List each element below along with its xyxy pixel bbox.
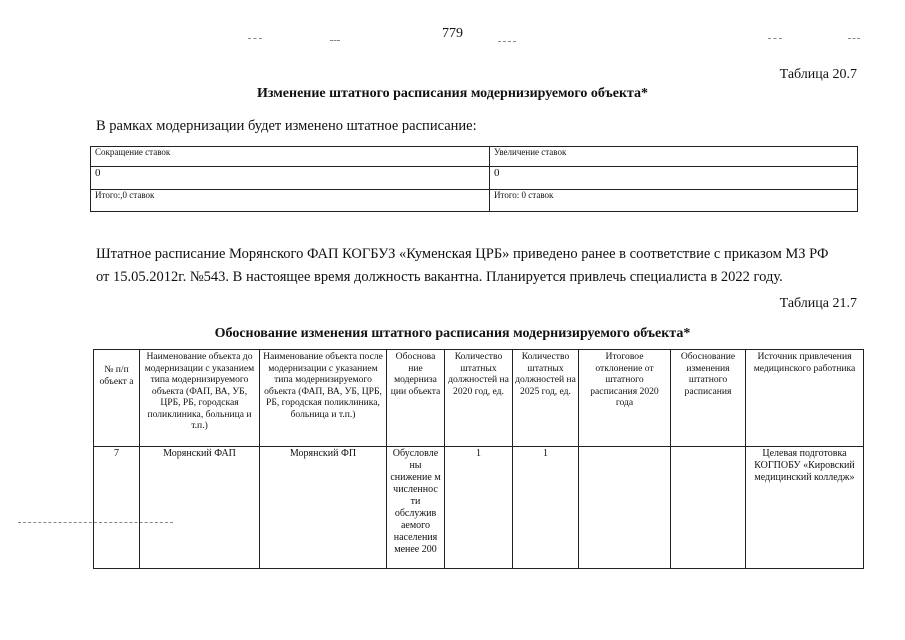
scan-speck xyxy=(768,38,782,39)
cell-number: 7 xyxy=(94,447,140,569)
cell-modernization-reason: Обусловле ны снижение м численнос ти обслужив аемого населения менее 200 xyxy=(387,447,445,569)
paragraph-line-2: от 15.05.2012г. №543. В настоящее время должность вакантна. Планируется привлечь специалиста в 2022 году. xyxy=(96,269,783,285)
table-heading: Изменение штатного расписания модернизируемого объекта* xyxy=(256,86,649,101)
table-caption: Таблица 21.7 xyxy=(779,296,857,311)
header-source: Источник привлечения медицинского работника xyxy=(746,350,864,447)
justification-table xyxy=(93,349,864,569)
header-object-before: Наименование объекта до модернизации с указанием типа модернизируемого объекта (ФАП, ВА, УБ, ЦРБ, РБ, городская поликлиника, больница и т.п.) xyxy=(140,350,260,447)
increase-value: 0 xyxy=(490,167,858,190)
cell-deviation xyxy=(579,447,671,569)
cell-positions-2025: 1 xyxy=(513,447,579,569)
reduction-value: 0 xyxy=(91,167,490,190)
header-object-after: Наименование объекта после модернизации с указанием типа модернизируемого объекта (ФАП, ВА, УБ, ЦРБ, РБ, городская поликлиника, больница и т.п.) xyxy=(260,350,387,447)
scan-speck xyxy=(330,40,340,41)
cell-object-before: Морянский ФАП xyxy=(140,447,260,569)
scan-speck xyxy=(498,41,516,42)
header-positions-2020: Количество штатных должностей на 2020 год, ед. xyxy=(445,350,513,447)
cell-positions-2020: 1 xyxy=(445,447,513,569)
table-caption: Таблица 20.7 xyxy=(779,67,857,82)
increase-header: Увеличение ставок xyxy=(490,147,858,167)
cell-justification xyxy=(671,447,746,569)
page-number: 779 xyxy=(442,26,463,41)
table-heading: Обоснование изменения штатного расписания модернизируемого объекта* xyxy=(214,326,691,341)
header-deviation: Итоговое отклонение от штатного расписания 2020 года xyxy=(579,350,671,447)
intro-text: В рамках модернизации будет изменено штатное расписание: xyxy=(96,118,477,134)
cell-object-after: Морянский ФП xyxy=(260,447,387,569)
scan-speck xyxy=(248,38,262,39)
header-modernization-reason: Обоснова ние модерниза ции объекта xyxy=(387,350,445,447)
paragraph-line-1: Штатное расписание Морянского ФАП КОГБУЗ «Куменская ЦРБ» приведено ранее в соответствие с приказом МЗ РФ xyxy=(96,246,829,262)
scan-speck xyxy=(848,38,860,39)
header-positions-2025: Количество штатных должностей на 2025 год, ед. xyxy=(513,350,579,447)
header-justification: Обоснование изменения штатного расписания xyxy=(671,350,746,447)
table-row xyxy=(94,447,864,569)
reduction-header: Сокращение ставок xyxy=(91,147,490,167)
reduction-total: Итого:,0 ставок xyxy=(91,190,490,212)
header-number: № п/п объект а xyxy=(94,350,140,447)
cell-source: Целевая подготовка КОГПОБУ «Кировский медицинский колледж» xyxy=(746,447,864,569)
staff-change-table xyxy=(90,146,858,212)
increase-total: Итого: 0 ставок xyxy=(490,190,858,212)
